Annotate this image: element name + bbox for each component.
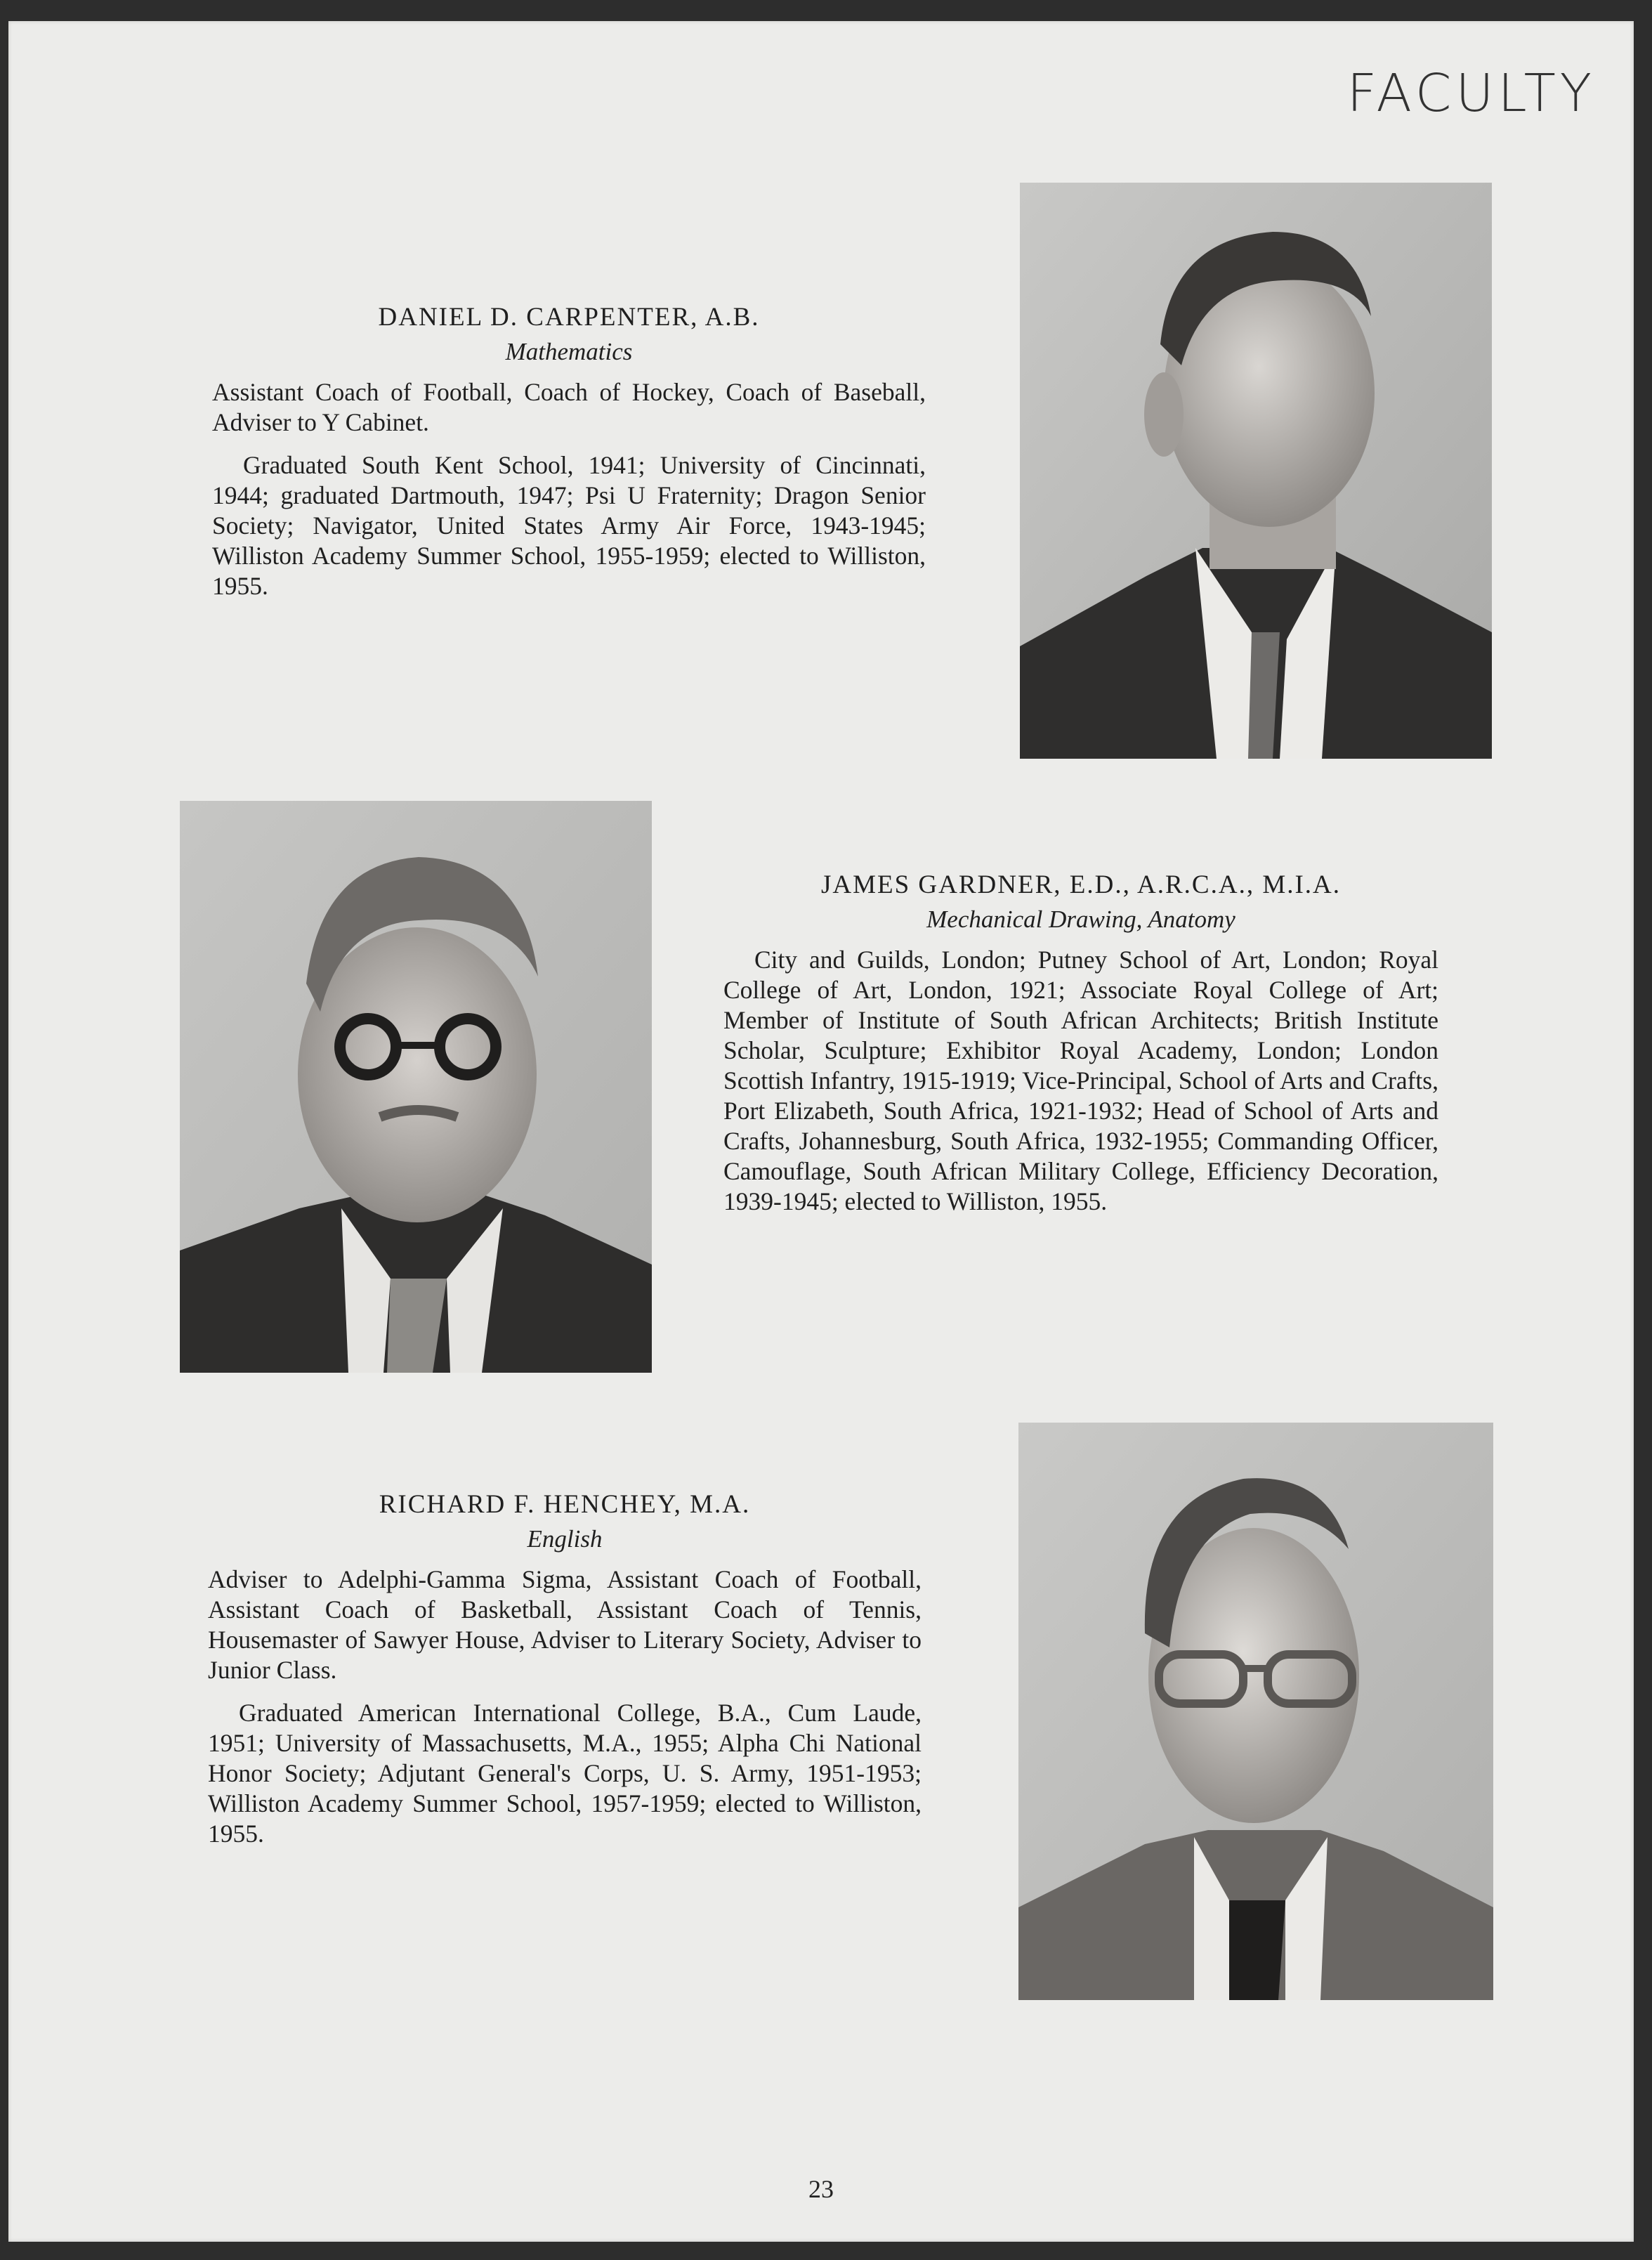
yearbook-page <box>8 21 1634 2242</box>
faculty-entry-henchey <box>208 1489 922 1862</box>
portrait-photo-henchey <box>1018 1423 1493 2000</box>
faculty-entry-carpenter <box>212 302 926 614</box>
faculty-name: DANIEL D. CARPENTER, A.B. <box>378 303 760 332</box>
portrait-photo-carpenter <box>1020 183 1492 759</box>
faculty-duties: Adviser to Adelphi-Gamma Sigma, Assistant Coach of Football, Assistant Coach of Basketball, Assistant Coach of Tennis, Housemaster of Sawyer House, Adviser to Literary Society, Adviser to Junior Class. <box>208 1565 922 1684</box>
faculty-subject: Mathematics <box>505 338 633 365</box>
faculty-biography: Graduated American International College, B.A., Cum Laude, 1951; University of Massachusetts, M.A., 1955; Alpha Chi National Honor Society; Adjutant General's Corps, U. S. Army, 1951-1953; Williston Academy Summer School, 1957-1959; elected to Williston, 1955. <box>208 1699 922 1848</box>
portrait-photo-gardner <box>180 801 652 1373</box>
faculty-biography: City and Guilds, London; Putney School of Art, London; Royal College of Art, London, 1921; Associate Royal College of Art; Member of Institute of South African Architects; British Institute Scholar, Sculpture; Exhibitor Royal Academy, London; London Scottish Infantry, 1915-1919; Vice-Principal, School of Arts and Crafts, Port Elizabeth, South Africa, 1921-1932; Head of School of Arts and Crafts, Johannesburg, South Africa, 1932-1955; Commanding Officer, Camouflage, South African Military College, Efficiency Decoration, 1939-1945; elected to Williston, 1955. <box>723 946 1438 1215</box>
faculty-entry-gardner <box>723 870 1438 1229</box>
faculty-duties: Assistant Coach of Football, Coach of Hockey, Coach of Baseball, Adviser to Y Cabinet. <box>212 378 926 436</box>
faculty-name: RICHARD F. HENCHEY, M.A. <box>379 1490 751 1519</box>
faculty-subject: English <box>527 1525 603 1553</box>
faculty-subject: Mechanical Drawing, Anatomy <box>926 906 1235 933</box>
section-title: FACULTY <box>1346 63 1596 124</box>
faculty-name: JAMES GARDNER, E.D., A.R.C.A., M.I.A. <box>820 870 1342 899</box>
faculty-biography: Graduated South Kent School, 1941; University of Cincinnati, 1944; graduated Dartmouth, 1947; Psi U Fraternity; Dragon Senior Society; Navigator, United States Army Air Force, 1943-1945; Williston Academy Summer School, 1955-1959; elected to Williston, 1955. <box>212 451 926 600</box>
page-number: 23 <box>808 2175 834 2203</box>
